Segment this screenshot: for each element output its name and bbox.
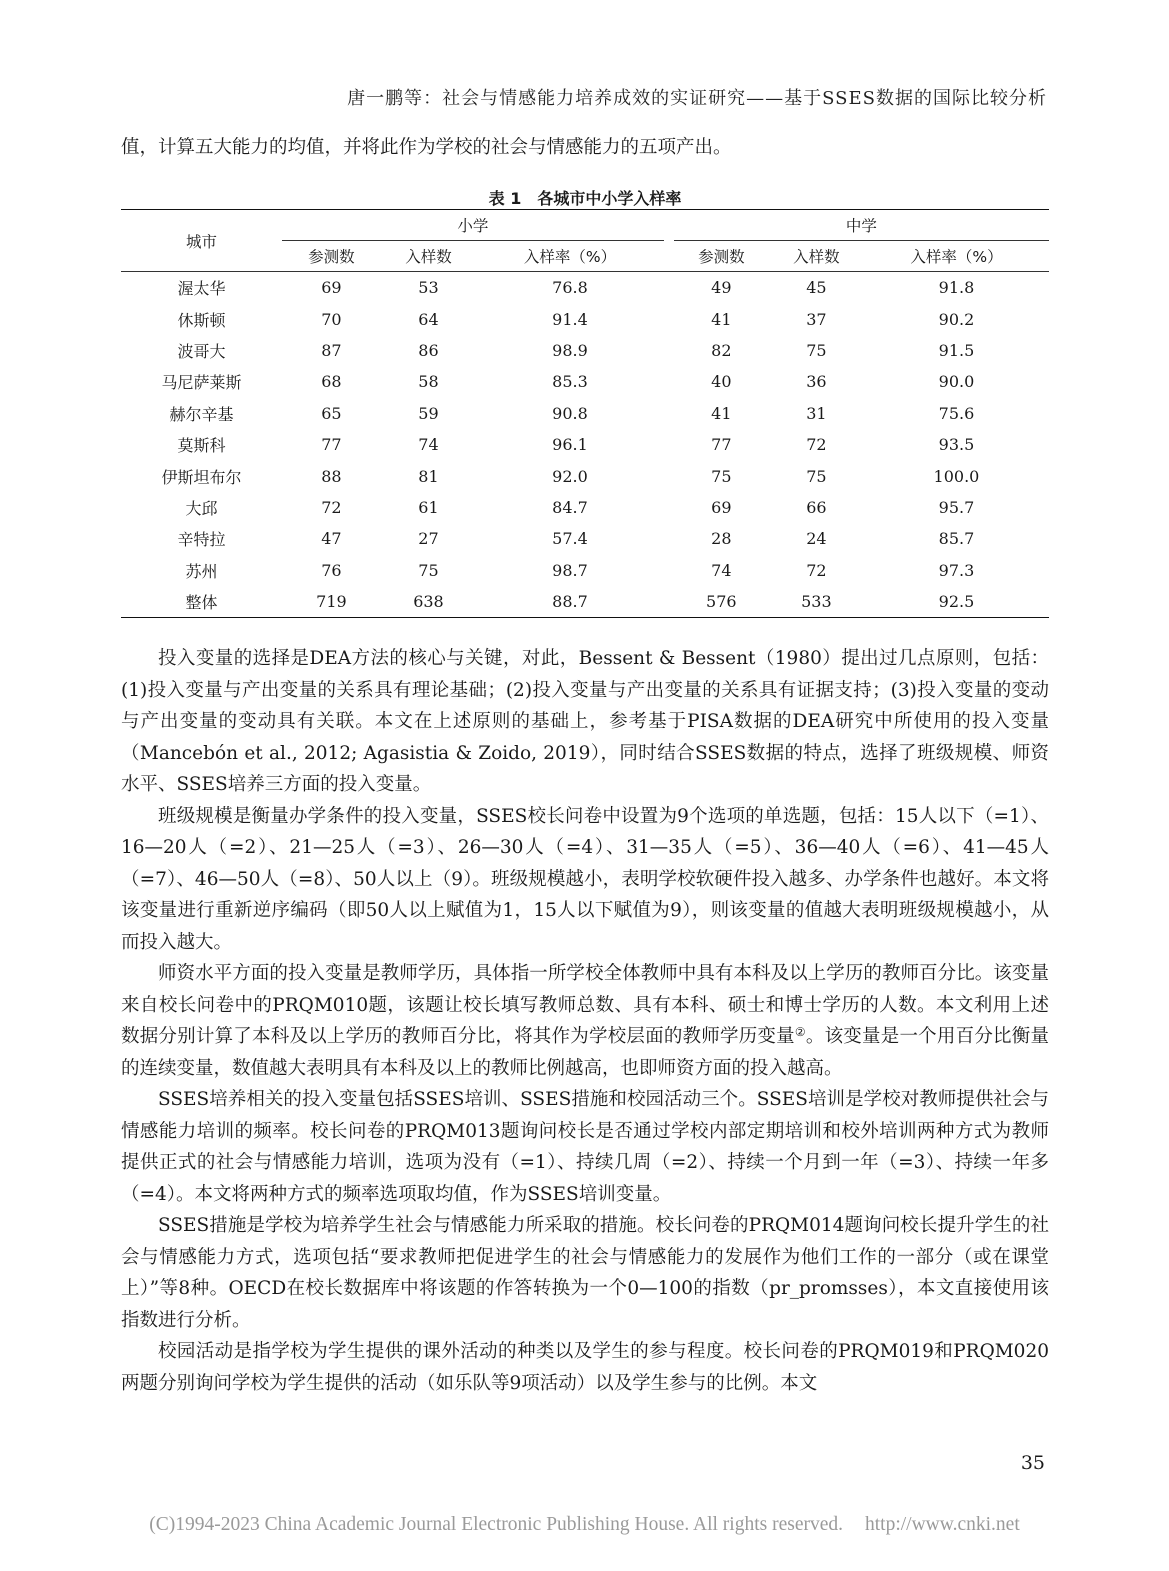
secondary-rate-cell: 91.5 [938, 340, 975, 360]
city-cell: 莫斯科 [177, 436, 226, 456]
primary-rate-cell: 92.0 [552, 466, 588, 486]
intro-text [121, 132, 1049, 164]
primary-tested-cell: 68 [321, 372, 342, 392]
secondary-rate-cell: 91.8 [938, 278, 975, 298]
city-cell: 赫尔辛基 [169, 404, 234, 424]
secondary-rate-cell: 85.7 [938, 529, 975, 549]
primary-rate-cell: 76.8 [552, 278, 588, 298]
page-number: 35 [1020, 1452, 1045, 1474]
primary-tested-cell: 70 [321, 309, 342, 329]
primary-sampled-cell: 638 [381, 586, 476, 618]
primary-tested-cell: 69 [321, 278, 342, 298]
primary-sampled-cell: 53 [418, 278, 439, 298]
table-row [121, 555, 1049, 586]
table-row [121, 460, 1049, 491]
primary-tested-cell: 719 [282, 586, 381, 618]
primary-tested-cell: 88 [321, 466, 342, 486]
table-caption: 表 1 各城市中小学入样率 [488, 189, 682, 208]
city-cell: 休斯顿 [177, 310, 226, 330]
primary-sampled-cell: 86 [418, 340, 439, 360]
table-row [121, 272, 1049, 304]
primary-rate-header: 入样率（%） [476, 241, 664, 272]
paragraph-sses-measures: SSES措施是学校为培养学生社会与情感能力所采取的措施。校长问卷的PRQM014题询问校长提升学生的社会与情感能力方式，选项包括“要求教师把促进学生的社会与情感能力的发展作为他们工作的一部分（或在课堂上）”等8种。OECD在校长数据库中将该题的作答转换为一个0—100的指数（pr_promsses），本文直接使用该指数进行分析。 [121, 1215, 1049, 1331]
footer-url: http://www.cnki.net [865, 1514, 1020, 1535]
secondary-sampled-cell: 533 [769, 586, 864, 618]
table-row [121, 586, 1049, 618]
primary-rate-cell: 98.7 [552, 560, 588, 580]
paragraph-campus-activities: 校园活动是指学校为学生提供的课外活动的种类以及学生的参与程度。校长问卷的PRQM019和PRQM020两题分别询问学校为学生提供的活动（如乐队等9项活动）以及学生参与的比例。本文 [121, 1341, 1049, 1394]
sampling-rate-table [121, 209, 1049, 618]
table-row [121, 523, 1049, 554]
primary-sampled-cell: 64 [418, 309, 439, 329]
secondary-rate-cell: 97.3 [938, 560, 975, 580]
primary-rate-cell: 84.7 [552, 497, 588, 517]
paragraph-teacher-qualification-tail: 。该变量是一个用百分比衡量的连续变量，数值越大表明具有本科及以上的教师比例越高，也即师资方面的投入越高。 [121, 1026, 1049, 1079]
primary-rate-cell: 88.7 [476, 586, 664, 618]
secondary-rate-cell: 93.5 [938, 435, 975, 455]
secondary-tested-cell: 41 [711, 403, 732, 423]
footer [0, 1514, 1169, 1536]
secondary-sampled-cell: 75 [806, 466, 827, 486]
table-row [121, 335, 1049, 366]
paragraph-sses-inputs: SSES培养相关的投入变量包括SSES培训、SSES措施和校园活动三个。SSES培训是学校对教师提供社会与情感能力培训的频率。校长问卷的PRQM013题询问校长是否通过学校内部定期培训和校外培训两种方式为教师提供正式的社会与情感能力培训，选项为没有（=1）、持续几周（=2）、持续一个月到一年（=3）、持续一年多（=4）。本文将两种方式的频率选项取均值，作为SSES培训变量。 [121, 1089, 1049, 1205]
primary-sampled-cell: 27 [418, 529, 439, 549]
secondary-sampled-cell: 45 [806, 278, 827, 298]
secondary-tested-header: 参测数 [674, 241, 769, 272]
city-cell: 伊斯坦布尔 [161, 467, 242, 487]
primary-tested-cell: 87 [321, 340, 342, 360]
primary-sampled-cell: 81 [418, 466, 439, 486]
secondary-tested-cell: 77 [711, 435, 732, 455]
paragraph-input-variables: 投入变量的选择是DEA方法的核心与关键，对此，Bessent & Bessent（1980）提出过几点原则，包括：(1)投入变量与产出变量的关系具有理论基础；(2)投入变量与产出变量的关系具有证据支持；(3)投入变量的变动与产出变量的变动具有关联。本文在上述原则的基础上，参考基于PISA数据的DEA研究中所使用的投入变量（Mancebón et al., 2012; Agasistia & Zoido, 2019），同时结合SSES数据的特点，选择了班级规模、师资水平、SSES培养三方面的投入变量。 [121, 648, 1049, 795]
secondary-sampled-cell: 36 [806, 372, 827, 392]
secondary-sampled-cell: 72 [806, 435, 827, 455]
secondary-tested-cell: 28 [711, 529, 732, 549]
main-text [121, 643, 1049, 1399]
primary-sampled-cell: 58 [418, 372, 439, 392]
paragraph-teacher-qualification [121, 958, 1049, 1084]
primary-tested-cell: 76 [321, 560, 342, 580]
secondary-tested-cell: 69 [711, 497, 732, 517]
primary-sampled-cell: 59 [418, 403, 439, 423]
footnote-marker: ② [794, 1025, 806, 1039]
table-header-group-row [121, 210, 1049, 241]
paragraph-class-size: 班级规模是衡量办学条件的投入变量，SSES校长问卷中设置为9个选项的单选题，包括：15人以下（=1）、16—20人（=2）、21—25人（=3）、26—30人（=4）、31—35人（=5）、36—40人（=6）、41—45人（=7）、46—50人（=8）、50人以上（9）。班级规模越小，表明学校软硬件投入越多、办学条件也越好。本文将该变量进行重新逆序编码（即50人以上赋值为1，15人以下赋值为9），则该变量的值越大表明班级规模越小，从而投入越大。 [121, 805, 1049, 953]
table-row [121, 429, 1049, 460]
table-row [121, 366, 1049, 397]
city-cell: 大邱 [185, 498, 218, 518]
secondary-rate-cell: 92.5 [864, 586, 1049, 618]
table-row [121, 303, 1049, 334]
table-row [121, 492, 1049, 523]
secondary-sampled-cell: 72 [806, 560, 827, 580]
copyright-text: (C)1994-2023 China Academic Journal Electronic Publishing House. All rights reserved. [149, 1514, 844, 1535]
primary-tested-cell: 65 [321, 403, 342, 423]
primary-sampled-cell: 74 [418, 435, 439, 455]
city-cell: 整体 [121, 586, 282, 618]
primary-rate-cell: 96.1 [552, 435, 588, 455]
city-column-header: 城市 [121, 210, 282, 272]
secondary-rate-cell: 90.0 [938, 372, 975, 392]
primary-rate-cell: 57.4 [552, 529, 588, 549]
secondary-school-header: 中学 [674, 210, 1049, 241]
city-cell: 渥太华 [177, 279, 226, 299]
secondary-rate-cell: 90.2 [938, 309, 975, 329]
city-cell: 苏州 [185, 561, 218, 581]
secondary-sampled-cell: 66 [806, 497, 827, 517]
intro-line: 值，计算五大能力的均值，并将此作为学校的社会与情感能力的五项产出。 [121, 137, 732, 158]
city-cell: 波哥大 [177, 341, 226, 361]
city-cell: 马尼萨莱斯 [161, 373, 242, 393]
table-row [121, 398, 1049, 429]
secondary-rate-cell: 75.6 [938, 403, 975, 423]
secondary-tested-cell: 40 [711, 372, 732, 392]
running-head: 唐一鹏等：社会与情感能力培养成效的实证研究——基于SSES数据的国际比较分析 [347, 88, 1047, 109]
primary-sampled-cell: 75 [418, 560, 439, 580]
secondary-tested-cell: 576 [674, 586, 769, 618]
secondary-tested-cell: 41 [711, 309, 732, 329]
primary-tested-header: 参测数 [282, 241, 381, 272]
secondary-sampled-cell: 37 [806, 309, 827, 329]
primary-tested-cell: 47 [321, 529, 342, 549]
primary-tested-cell: 77 [321, 435, 342, 455]
secondary-tested-cell: 82 [711, 340, 732, 360]
primary-rate-cell: 90.8 [552, 403, 588, 423]
secondary-rate-cell: 95.7 [938, 497, 975, 517]
primary-sampled-cell: 61 [418, 497, 439, 517]
primary-rate-cell: 98.9 [552, 340, 588, 360]
table-body [121, 272, 1049, 618]
primary-rate-cell: 91.4 [552, 309, 588, 329]
secondary-rate-cell: 100.0 [933, 466, 980, 486]
secondary-sampled-cell: 24 [806, 529, 827, 549]
city-cell: 辛特拉 [177, 530, 226, 550]
primary-school-header: 小学 [282, 210, 664, 241]
primary-sampled-header: 入样数 [381, 241, 476, 272]
secondary-tested-cell: 75 [711, 466, 732, 486]
secondary-tested-cell: 49 [711, 278, 732, 298]
secondary-tested-cell: 74 [711, 560, 732, 580]
paragraph-teacher-qualification-text: 师资水平方面的投入变量是教师学历，具体指一所学校全体教师中具有本科及以上学历的教师百分比。该变量来自校长问卷中的PRQM010题，该题让校长填写教师总数、具有本科、硕士和博士学历的人数。本文利用上述数据分别计算了本科及以上学历的教师百分比，将其作为学校层面的教师学历变量 [121, 963, 1049, 1047]
primary-tested-cell: 72 [321, 497, 342, 517]
secondary-sampled-header: 入样数 [769, 241, 864, 272]
secondary-rate-header: 入样率（%） [864, 241, 1049, 272]
primary-rate-cell: 85.3 [552, 372, 588, 392]
secondary-sampled-cell: 75 [806, 340, 827, 360]
secondary-sampled-cell: 31 [806, 403, 827, 423]
